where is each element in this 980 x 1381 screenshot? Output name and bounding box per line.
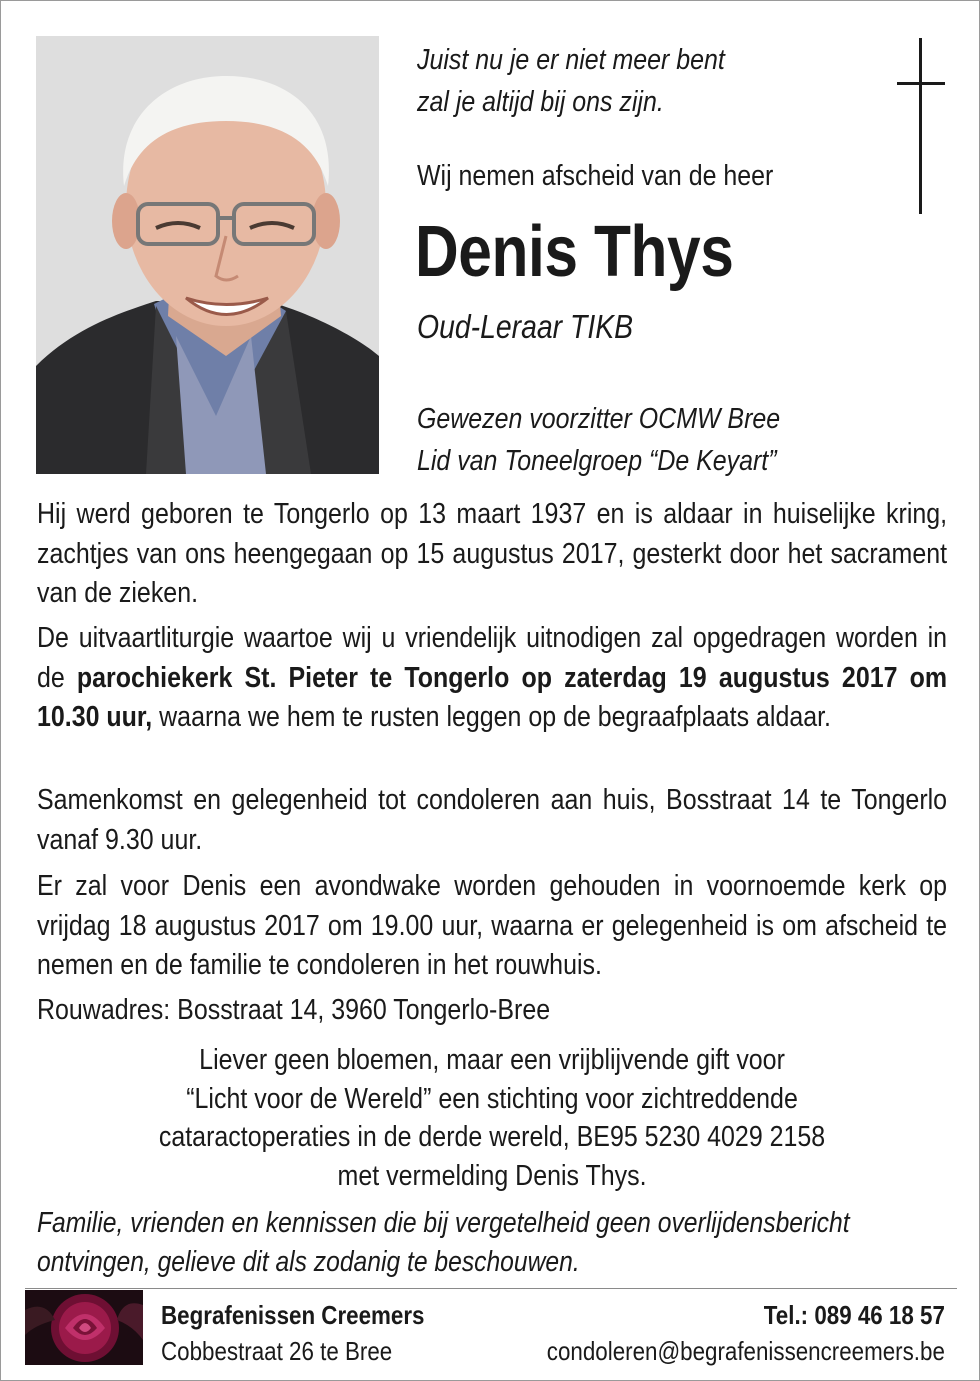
role-line-2: Lid van Toneelgroep “De Keyart” — [417, 445, 777, 477]
funeral-home-info — [161, 1297, 424, 1369]
rose-image — [25, 1290, 143, 1365]
verse-line-2: zal je altijd bij ons zijn. — [417, 86, 664, 118]
funeral-home-phone: Tel.: 089 46 18 57 — [763, 1300, 945, 1330]
funeral-home-email[interactable]: condoleren@begrafenissencreemers.be — [546, 1336, 945, 1366]
deceased-name: Denis Thys — [415, 212, 734, 292]
liturgy-paragraph — [37, 619, 947, 738]
donation-notice — [37, 1041, 947, 1195]
deceased-title: Oud-Leraar TIKB — [417, 308, 634, 345]
donation-line-4: met vermelding Denis Thys. — [337, 1159, 647, 1192]
verse-line-1: Juist nu je er niet meer bent — [417, 44, 725, 76]
vigil-paragraph: Er zal voor Denis een avondwake worden gehouden in voornoemde kerk op vrijdag 18 augustus 2017 om 19.00 uur, waarna er gelegenheid is om afscheid te nemen en de familie te condoleren in het rouwhuis. — [37, 870, 948, 981]
funeral-home-contact — [547, 1297, 945, 1369]
donation-line-1: Liever geen bloemen, maar een vrijblijvende gift voor — [199, 1044, 785, 1076]
intro-text: Wij nemen afscheid van de heer — [417, 160, 774, 192]
footer-divider — [25, 1288, 957, 1289]
birth-paragraph: Hij werd geboren te Tongerlo op 13 maart 1937 en is aldaar in huiselijke kring, zachtjes van ons heengegaan op 15 augustus 2017, gesterkt door het sacrament van de zieken. — [37, 498, 948, 609]
role-line-1: Gewezen voorzitter OCMW Bree — [417, 403, 781, 435]
gathering-paragraph: Samenkomst en gelegenheid tot condoleren aan huis, Bosstraat 14 te Tongerlo vanaf 9.30 uur. — [37, 784, 948, 856]
cross-icon — [897, 38, 945, 214]
donation-line-3: cataractoperaties in de derde wereld, BE95 5230 4029 2158 — [158, 1121, 826, 1153]
closing-note — [37, 1204, 972, 1282]
roles — [417, 398, 780, 482]
liturgy-text-after: waarna we hem te rusten leggen op de begraafplaats aldaar. — [152, 701, 832, 733]
verse — [417, 39, 725, 123]
funeral-home-name: Begrafenissen Creemers — [161, 1300, 425, 1330]
liturgy-text-bold: parochiekerk St. Pieter te Tongerlo op zaterdag 19 augustus 2017 om 10.30 uur, — [37, 661, 948, 733]
liturgy-text-before: De uitvaartliturgie waartoe wij u vriendelijk uitnodigen zal opgedragen worden in de — [37, 622, 948, 694]
portrait-illustration — [36, 36, 379, 474]
portrait-photo — [36, 36, 379, 474]
donation-line-2: “Licht voor de Wereld” een stichting voor zichtreddende — [186, 1082, 798, 1115]
closing-line-1: Familie, vrienden en kennissen die bij vergetelheid geen overlijdensbericht — [37, 1207, 850, 1239]
closing-line-2: ontvingen, gelieve dit als zodanig te beschouwen. — [37, 1246, 580, 1278]
address-line: Rouwadres: Bosstraat 14, 3960 Tongerlo-Bree — [37, 994, 551, 1026]
funeral-home-street: Cobbestraat 26 te Bree — [161, 1336, 393, 1366]
